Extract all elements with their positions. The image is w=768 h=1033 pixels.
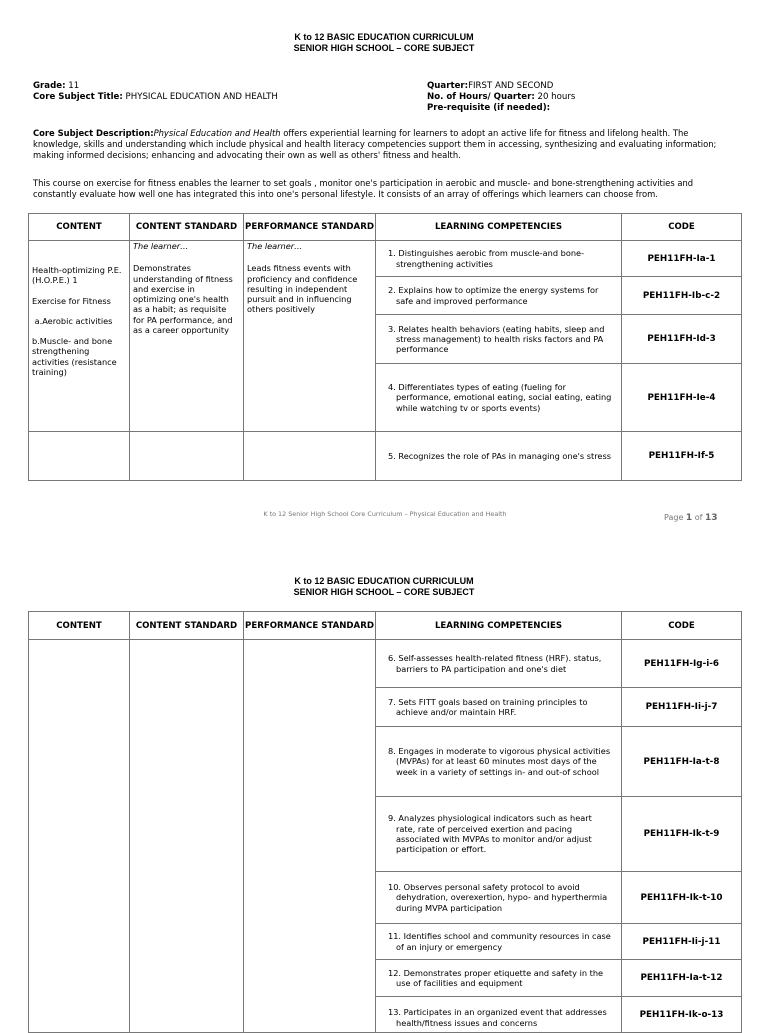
grade-value: 11: [65, 81, 80, 91]
competency-cell: 2. Explains how to optimize the energy systems for safe and improved performance: [376, 277, 622, 315]
prerequisite-label: Pre-requisite (if needed):: [427, 103, 551, 113]
code-cell: PEH11FH-Ia-1: [622, 241, 742, 277]
competency-cell: 1. Distinguishes aerobic from muscle-and bone-strengthening activities: [376, 241, 622, 277]
table-header-row: [29, 612, 742, 640]
content-cell: [29, 241, 130, 432]
competency-cell: 3. Relates health behaviors (eating habits, sleep and stress management) to health risks factors and PA performance: [376, 315, 622, 364]
performance-standard-cell-empty: [244, 640, 376, 1033]
table-row: [29, 432, 742, 481]
grade-label: Grade:: [33, 81, 66, 91]
content-standard-cell-empty: [130, 640, 244, 1033]
col-header-learning-competencies: LEARNING COMPETENCIES: [376, 612, 622, 640]
code-cell: PEH11FH-Ii-j-7: [622, 688, 742, 727]
curriculum-header: [0, 32, 768, 54]
code-cell: PEH11FH-Ib-c-2: [622, 277, 742, 315]
code-cell: PEH11FH-If-5: [622, 432, 742, 481]
code-cell: PEH11FH-Ik-t-9: [622, 797, 742, 872]
subject-title-value: PHYSICAL EDUCATION AND HEALTH: [122, 92, 278, 102]
competency-cell: 8. Engages in moderate to vigorous physical activities (MVPAs) for at least 60 minutes most days of the week in a variety of settings in- and out-of school: [376, 727, 622, 797]
description-label: Core Subject Description:: [33, 128, 154, 138]
header-line-2: SENIOR HIGH SCHOOL – CORE SUBJECT: [293, 43, 475, 53]
table-row: [29, 640, 742, 688]
content-line: b.Muscle- and bone strengthening activities (resistance training): [32, 336, 117, 378]
content-standard-cell-empty: [130, 432, 244, 481]
performance-standard-text: Leads fitness events with proficiency and confidence resulting in independent pursuit and in influencing others positively: [247, 263, 358, 315]
learner-label: The learner…: [247, 241, 303, 251]
content-line: Exercise for Fitness: [32, 295, 111, 306]
header-line-1: K to 12 BASIC EDUCATION CURRICULUM: [294, 576, 474, 586]
competency-cell: 11. Identifies school and community resources in case of an injury or emergency: [376, 924, 622, 960]
code-cell: PEH11FH-Ia-t-12: [622, 960, 742, 997]
table-header-row: [29, 214, 742, 241]
description-italic: Physical Education and Health: [153, 128, 281, 138]
performance-standard-cell: [244, 241, 376, 432]
learner-label: The learner…: [133, 241, 189, 251]
col-header-performance-standard: PERFORMANCE STANDARD: [244, 214, 376, 241]
col-header-content-standard: CONTENT STANDARD: [130, 612, 244, 640]
document-page-2: [0, 540, 768, 1028]
header-line-2: SENIOR HIGH SCHOOL – CORE SUBJECT: [293, 587, 475, 597]
content-line: a.Aerobic activities: [32, 315, 113, 326]
content-cell-empty: [29, 432, 130, 481]
competency-cell: 12. Demonstrates proper etiquette and safety in the use of facilities and equipment: [376, 960, 622, 997]
content-cell-empty: [29, 640, 130, 1033]
meta-left: [33, 81, 278, 103]
page-footer-text: K to 12 Senior High School Core Curriculum – Physical Education and Health: [263, 510, 507, 518]
curriculum-header: [0, 576, 768, 598]
curriculum-table-page-1: [28, 213, 742, 481]
subject-title-label: Core Subject Title:: [33, 92, 123, 102]
code-cell: PEH11FH-Ig-i-6: [622, 640, 742, 688]
subject-description: [33, 128, 738, 161]
code-cell: PEH11FH-Ie-4: [622, 364, 742, 432]
content-standard-text: Demonstrates understanding of fitness and exercise in optimizing one's health as a habit; as requisite for PA performance, and as a career opportunity: [133, 263, 233, 336]
meta-right: [427, 81, 575, 114]
col-header-content-standard: CONTENT STANDARD: [130, 214, 244, 241]
performance-standard-cell-empty: [244, 432, 376, 481]
competency-cell: 6. Self-assesses health-related fitness (HRF). status, barriers to PA participation and one's diet: [376, 640, 622, 688]
col-header-content: CONTENT: [29, 612, 130, 640]
content-standard-cell: [130, 241, 244, 432]
code-cell: PEH11FH-Id-3: [622, 315, 742, 364]
competency-cell: 4. Differentiates types of eating (fueling for performance, emotional eating, social eating, eating while watching tv or sports events): [376, 364, 622, 432]
curriculum-table-page-2: [28, 611, 742, 1033]
competency-cell: 13. Participates in an organized event that addresses health/fitness issues and concerns: [376, 997, 622, 1033]
quarter-label: Quarter:: [427, 81, 469, 91]
col-header-code: CODE: [622, 214, 742, 241]
table-row: [29, 241, 742, 277]
quarter-value: FIRST AND SECOND: [468, 81, 554, 91]
col-header-content: CONTENT: [29, 214, 130, 241]
competency-cell: 10. Observes personal safety protocol to avoid dehydration, overexertion, hypo- and hyperthermia during MVPA participation: [376, 872, 622, 924]
header-line-1: K to 12 BASIC EDUCATION CURRICULUM: [294, 32, 474, 42]
competency-cell: 5. Recognizes the role of PAs in managing one's stress: [376, 432, 622, 481]
description-text: offers experiential learning for learners to adopt an active life for fitness and lifelong health. The knowledge, skills and understanding which include physical and health literacy competencies support them in accessing, synthesizing and evaluating information; making informed decisions; enhancing and advocating their own as well as others' fitness and health.: [33, 128, 717, 160]
col-header-code: CODE: [622, 612, 742, 640]
col-header-learning-competencies: LEARNING COMPETENCIES: [376, 214, 622, 241]
code-cell: PEH11FH-Ii-j-11: [622, 924, 742, 960]
code-cell: PEH11FH-Ik-o-13: [622, 997, 742, 1033]
code-cell: PEH11FH-Ia-t-8: [622, 727, 742, 797]
content-line: Health-optimizing P.E. (H.O.P.E.) 1: [32, 265, 122, 286]
col-header-performance-standard: PERFORMANCE STANDARD: [244, 612, 376, 640]
competency-cell: 9. Analyzes physiological indicators such as heart rate, rate of perceived exertion and pacing associated with MVPAs to monitor and/or adjust participation or effort.: [376, 797, 622, 872]
code-cell: PEH11FH-Ik-t-10: [622, 872, 742, 924]
hours-value: 20 hours: [534, 92, 576, 102]
page-number: Page 1 of 13: [664, 513, 718, 523]
competency-cell: 7. Sets FITT goals based on training principles to achieve and/or maintain HRF.: [376, 688, 622, 727]
hours-label: No. of Hours/ Quarter:: [427, 92, 535, 102]
course-paragraph: This course on exercise for fitness enables the learner to set goals , monitor one's participation in aerobic and muscle- and bone-strengthening activities and constantly evaluate how well one has integrated this into one's personal lifestyle. It consists of an array of offerings which learners can choose from.: [33, 178, 694, 199]
